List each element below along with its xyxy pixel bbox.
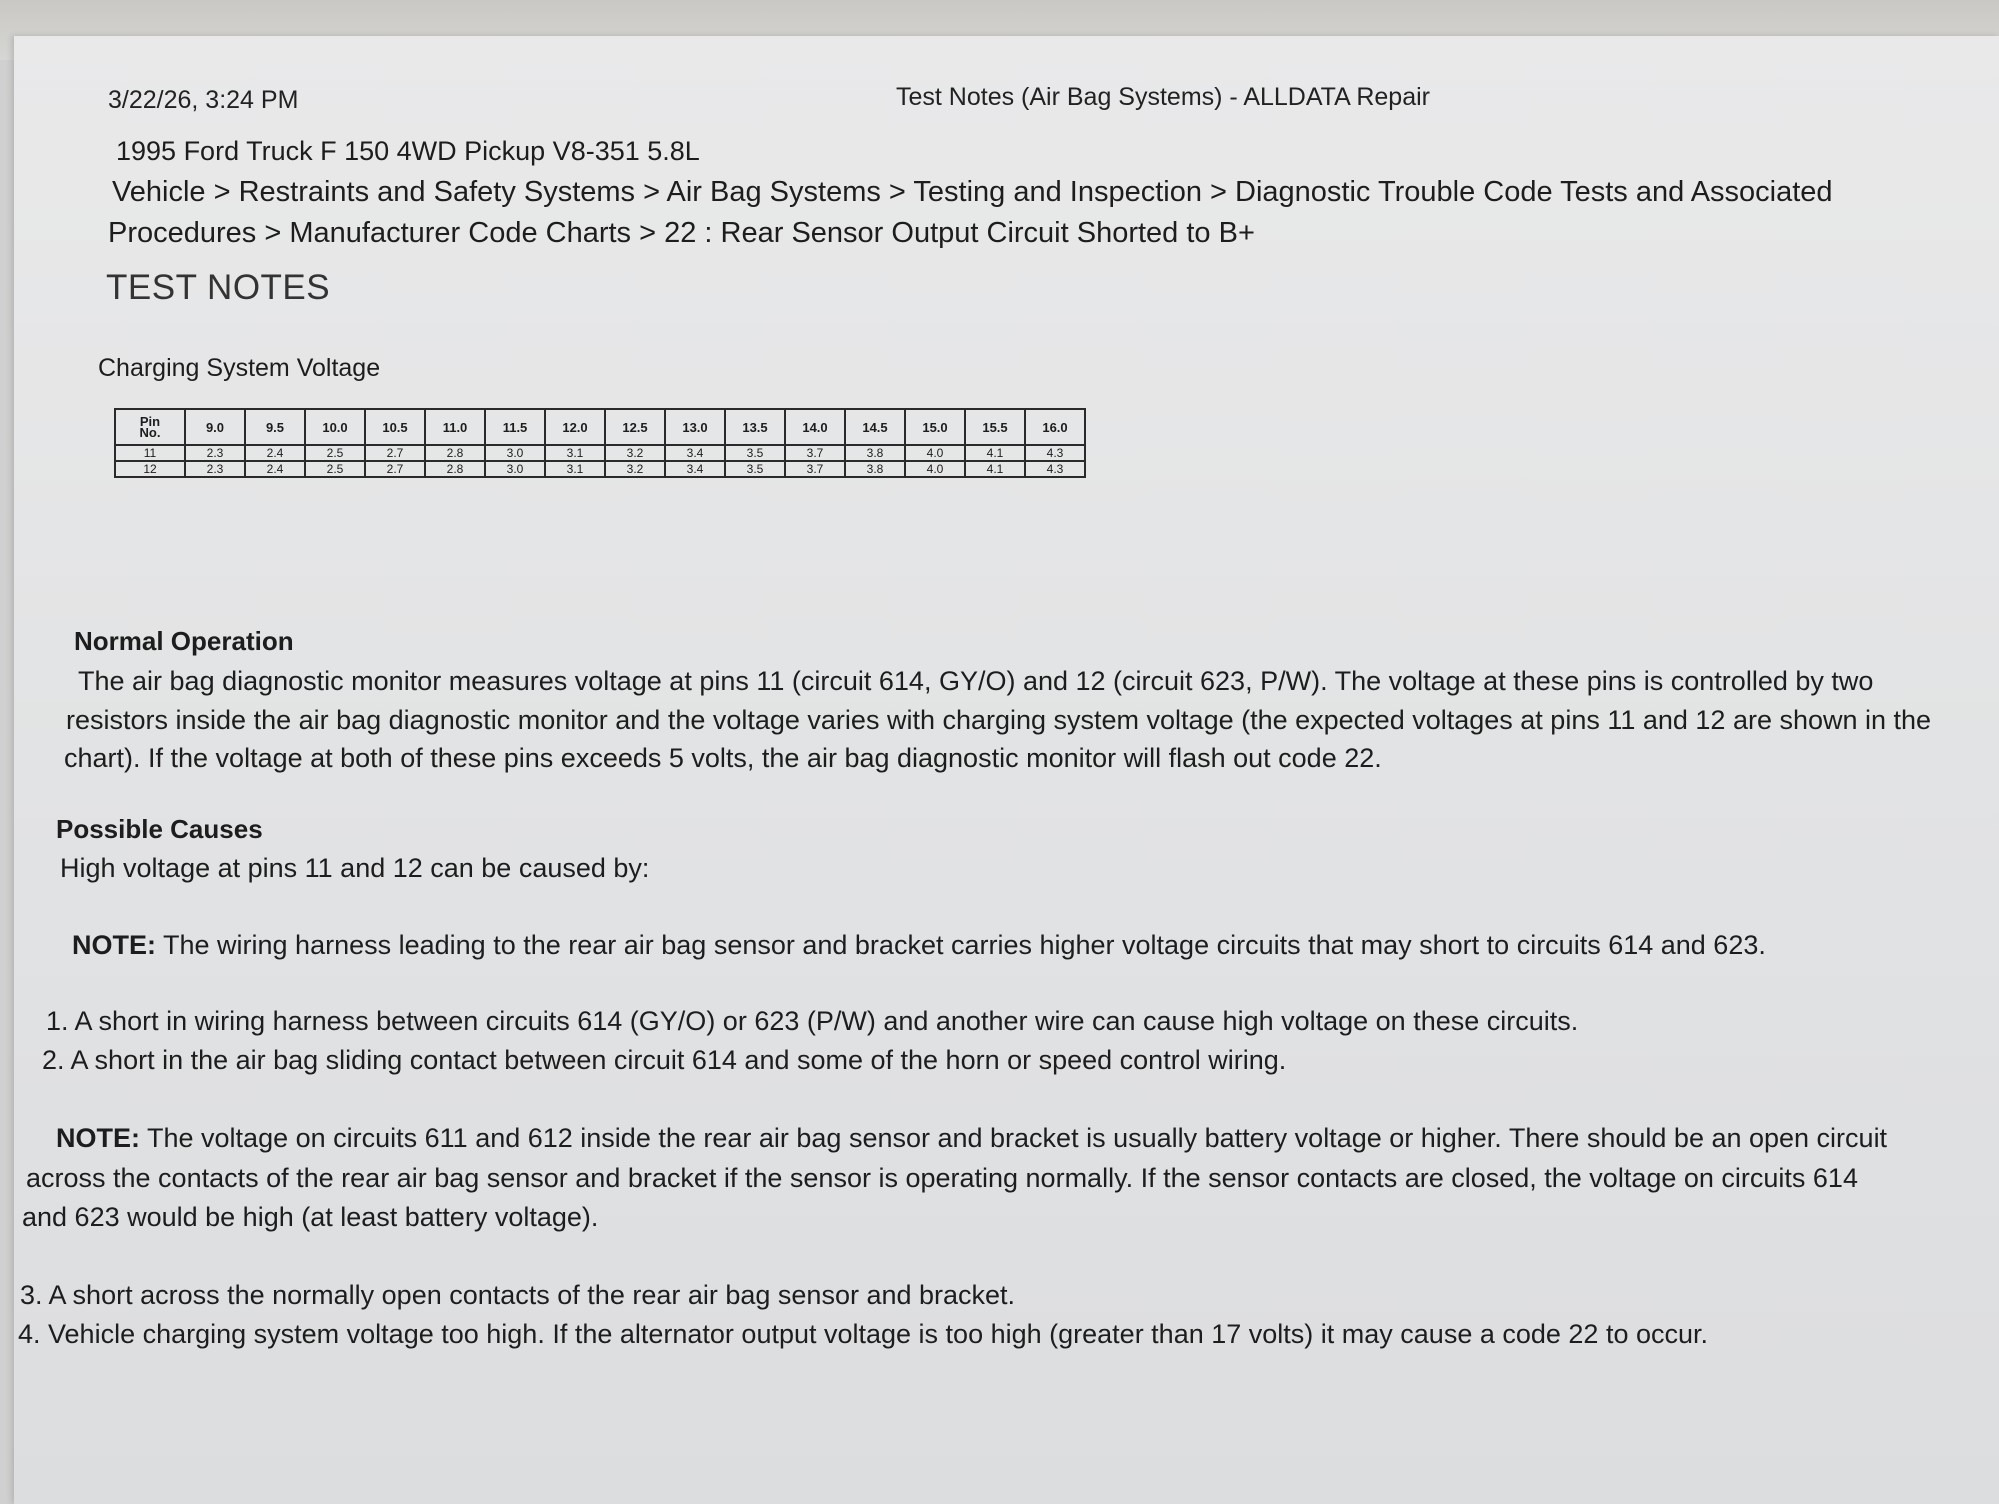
note-1	[72, 930, 1766, 961]
possible-causes-heading: Possible Causes	[56, 814, 263, 844]
voltage-value-cell: 2.7	[365, 445, 425, 461]
voltage-column-header: 14.5	[845, 409, 905, 445]
cause-item-1: 1. A short in wiring harness between circuits 614 (GY/O) or 623 (P/W) and another wire can cause high voltage on these circuits.	[46, 1006, 1579, 1036]
voltage-value-cell: 4.3	[1025, 445, 1085, 461]
breadcrumb-line-2: Procedures > Manufacturer Code Charts > 22 : Rear Sensor Output Circuit Shorted to B+	[108, 217, 1255, 249]
voltage-column-header: 15.0	[905, 409, 965, 445]
voltage-value-cell: 3.1	[545, 461, 605, 477]
pin-number-header	[115, 409, 185, 445]
chart-caption: Charging System Voltage	[98, 354, 381, 382]
voltage-value-cell: 3.0	[485, 445, 545, 461]
voltage-column-header: 13.0	[665, 409, 725, 445]
voltage-value-cell: 3.8	[845, 445, 905, 461]
table-row	[115, 445, 1085, 461]
voltage-value-cell: 3.0	[485, 461, 545, 477]
voltage-value-cell: 3.5	[725, 461, 785, 477]
voltage-value-cell: 4.1	[965, 445, 1025, 461]
voltage-value-cell: 4.3	[1025, 461, 1085, 477]
breadcrumb-line-1: Vehicle > Restraints and Safety Systems > Air Bag Systems > Testing and Inspection > Diagnostic Trouble Code Tests and Associated	[112, 176, 1833, 208]
voltage-value-cell: 4.0	[905, 445, 965, 461]
voltage-column-header: 11.5	[485, 409, 545, 445]
charging-voltage-table-container	[114, 408, 1086, 478]
normal-operation-heading: Normal Operation	[74, 626, 294, 656]
charging-voltage-table	[114, 408, 1086, 478]
voltage-value-cell: 2.7	[365, 461, 425, 477]
voltage-value-cell: 2.5	[305, 461, 365, 477]
voltage-value-cell: 3.2	[605, 461, 665, 477]
voltage-value-cell: 2.3	[185, 461, 245, 477]
possible-causes-intro: High voltage at pins 11 and 12 can be caused by:	[60, 853, 650, 883]
voltage-value-cell: 2.4	[245, 461, 305, 477]
table-row	[115, 461, 1085, 477]
voltage-column-header: 15.5	[965, 409, 1025, 445]
note-2-line-1	[56, 1123, 1887, 1154]
voltage-value-cell: 3.4	[665, 461, 725, 477]
table-header-row	[115, 409, 1085, 445]
pin-number-cell: 12	[115, 461, 185, 477]
cause-item-2: 2. A short in the air bag sliding contact between circuit 614 and some of the horn or speed control wiring.	[42, 1045, 1287, 1075]
cause-item-4: 4. Vehicle charging system voltage too high. If the alternator output voltage is too high (greater than 17 volts) it may cause a code 22 to occur.	[18, 1319, 1708, 1349]
pin-number-cell: 11	[115, 445, 185, 461]
voltage-value-cell: 3.4	[665, 445, 725, 461]
note-2-text: The voltage on circuits 611 and 612 inside the rear air bag sensor and bracket is usually battery voltage or higher. There should be an open circuit	[140, 1123, 1888, 1153]
voltage-value-cell: 3.7	[785, 461, 845, 477]
page-title: TEST NOTES	[106, 268, 331, 307]
document-title: Test Notes (Air Bag Systems) - ALLDATA Repair	[896, 83, 1430, 111]
note-1-label: NOTE:	[72, 930, 156, 960]
voltage-column-header: 16.0	[1025, 409, 1085, 445]
print-datetime: 3/22/26, 3:24 PM	[108, 86, 299, 114]
voltage-value-cell: 3.7	[785, 445, 845, 461]
voltage-value-cell: 2.4	[245, 445, 305, 461]
voltage-value-cell: 3.2	[605, 445, 665, 461]
voltage-value-cell: 2.8	[425, 445, 485, 461]
voltage-column-header: 9.0	[185, 409, 245, 445]
voltage-value-cell: 4.0	[905, 461, 965, 477]
note-2-line-3: and 623 would be high (at least battery voltage).	[22, 1202, 599, 1232]
pin-header-line-1: Pin	[139, 414, 161, 429]
voltage-value-cell: 3.1	[545, 445, 605, 461]
voltage-value-cell: 3.8	[845, 461, 905, 477]
voltage-value-cell: 2.3	[185, 445, 245, 461]
voltage-value-cell: 2.5	[305, 445, 365, 461]
voltage-column-header: 13.5	[725, 409, 785, 445]
normal-operation-line-1: The air bag diagnostic monitor measures voltage at pins 11 (circuit 614, GY/O) and 12 (circuit 623, P/W). The voltage at these pins is controlled by two	[78, 666, 1874, 696]
normal-operation-line-2: resistors inside the air bag diagnostic monitor and the voltage varies with charging system voltage (the expected voltages at pins 11 and 12 are shown in the	[66, 705, 1932, 735]
note-1-text: The wiring harness leading to the rear air bag sensor and bracket carries higher voltage circuits that may short to circuits 614 and 623.	[156, 930, 1766, 960]
note-2-label: NOTE:	[56, 1123, 140, 1153]
voltage-column-header: 9.5	[245, 409, 305, 445]
normal-operation-line-3: chart). If the voltage at both of these pins exceeds 5 volts, the air bag diagnostic monitor will flash out code 22.	[64, 743, 1382, 773]
voltage-column-header: 12.0	[545, 409, 605, 445]
voltage-column-header: 10.0	[305, 409, 365, 445]
voltage-column-header: 14.0	[785, 409, 845, 445]
voltage-column-header: 10.5	[365, 409, 425, 445]
pin-header-line-2: No.	[139, 425, 161, 440]
cause-item-3: 3. A short across the normally open contacts of the rear air bag sensor and bracket.	[20, 1280, 1016, 1310]
voltage-value-cell: 4.1	[965, 461, 1025, 477]
note-2-line-2: across the contacts of the rear air bag sensor and bracket if the sensor is operating normally. If the sensor contacts are closed, the voltage on circuits 614	[26, 1163, 1858, 1193]
voltage-column-header: 11.0	[425, 409, 485, 445]
voltage-value-cell: 3.5	[725, 445, 785, 461]
vehicle-title: 1995 Ford Truck F 150 4WD Pickup V8-351 5.8L	[116, 136, 700, 166]
voltage-column-header: 12.5	[605, 409, 665, 445]
voltage-value-cell: 2.8	[425, 461, 485, 477]
